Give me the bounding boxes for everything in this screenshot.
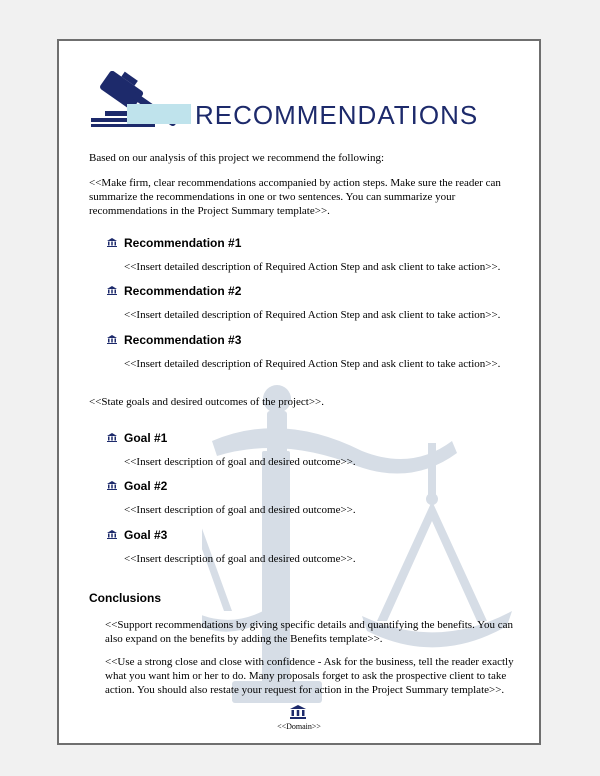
goal-heading: Goal #2 [124, 479, 168, 493]
bank-bullet-icon [107, 481, 117, 490]
bank-bullet-icon [107, 433, 117, 442]
goal-description: <<Insert description of goal and desired outcome>>. [124, 456, 356, 468]
goal-heading: Goal #1 [124, 431, 168, 445]
recommendation-heading: Recommendation #3 [124, 333, 242, 347]
header-accent-bar [127, 104, 191, 124]
page-title: RECOMMENDATIONS [195, 100, 479, 130]
intro-text: Based on our analysis of this project we recommend the following: [89, 152, 385, 164]
recommendation-description: <<Insert detailed description of Required Action Step and ask client to take action>>. [124, 358, 501, 370]
domain-logo-icon [290, 705, 306, 719]
conclusions-paragraph: <<Use a strong close and close with confidence - Ask for the business, tell the reader exactly what you want him or her to do. Many proposals forget to ask the prospective client to take action. You should also restate your request for action in the Project Summary template>>. [105, 656, 514, 696]
header [91, 71, 479, 131]
goal-description: <<Insert description of goal and desired outcome>>. [124, 504, 356, 516]
conclusions-heading: Conclusions [89, 591, 162, 605]
recommendation-summary-text: <<Make firm, clear recommendations accompanied by action steps. Make sure the reader can summarize the recommendations in one or two sentences. You can summarize your recommendations in the Project Summary template>>. [89, 177, 501, 217]
bank-bullet-icon [107, 335, 117, 344]
document-page [57, 39, 541, 745]
footer-domain: <<Domain>> [277, 722, 321, 731]
recommendation-description: <<Insert detailed description of Required Action Step and ask client to take action>>. [124, 309, 501, 321]
recommendation-heading: Recommendation #1 [124, 236, 242, 250]
bank-bullet-icon [107, 530, 117, 539]
bank-bullet-icon [107, 238, 117, 247]
recommendation-heading: Recommendation #2 [124, 284, 242, 298]
recommendation-description: <<Insert detailed description of Required Action Step and ask client to take action>>. [124, 261, 501, 273]
goals-intro-text: <<State goals and desired outcomes of the project>>. [89, 396, 324, 408]
goal-heading: Goal #3 [124, 528, 168, 542]
conclusions-paragraph: <<Support recommendations by giving specific details and quantifying the benefits. You can also expand on the benefits by adding the Benefits template>>. [105, 619, 514, 645]
bank-bullet-icon [107, 286, 117, 295]
goal-description: <<Insert description of goal and desired outcome>>. [124, 553, 356, 565]
